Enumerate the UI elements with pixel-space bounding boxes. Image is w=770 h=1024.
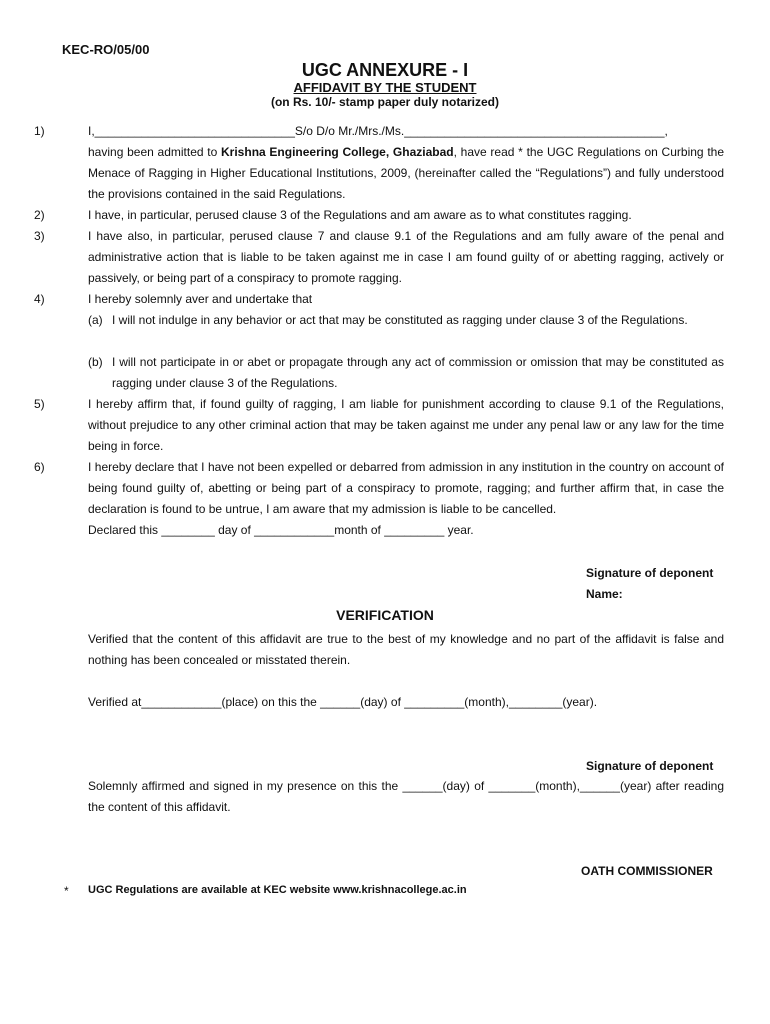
item-1-pre: having been admitted to [88, 145, 222, 159]
footnote-text: UGC Regulations are available at KEC website www.krishnacollege.ac.in [88, 884, 467, 896]
verification-heading: VERIFICATION [336, 607, 434, 623]
item-number: 1) [34, 124, 45, 138]
signature-label: Signature of deponent [586, 566, 714, 580]
item-1-text [88, 142, 724, 205]
item-6-text: I hereby declare that I have not been expelled or debarred from admission in any institution in the country on account of being found guilty of, abetting or being part of a conspiracy to promote, ragging; and further affirm that, in case the declaration is found to be untrue, I am aware that my admission is liable to be cancelled. [88, 460, 724, 516]
declared-line: Declared this ________ day of ____________month of _________ year. [88, 523, 474, 537]
page-title: UGC ANNEXURE - I [301, 60, 469, 80]
page-subtitle: AFFIDAVIT BY THE STUDENT [293, 80, 477, 95]
name-line: I,______________________________S/o D/o Mr./Mrs./Ms._______________________________________, [88, 124, 668, 138]
item-4b-text: I will not participate in or abet or propagate through any act of commission or omission that may be constituted as ragging under clause 3 of the Regulations. [112, 355, 724, 390]
stamp-paper-note: (on Rs. 10/- stamp paper duly notarized) [270, 95, 500, 109]
item-number: 4) [34, 292, 45, 306]
verified-at-line: Verified at____________(place) on this the ______(day) of _________(month),________(year). [88, 695, 598, 709]
item-4b-letter: (b) [88, 355, 103, 369]
document-reference: KEC-RO/05/00 [62, 42, 150, 57]
item-4a-text: I will not indulge in any behavior or act that may be constituted as ragging under clause 3 of the Regulations. [112, 313, 688, 327]
item-number: 3) [34, 229, 45, 243]
item-3-text: I have also, in particular, perused clause 7 and clause 9.1 of the Regulations and am fully aware of the penal and administrative action that is liable to be taken against me in case I am found guilty of or abetting ragging, actively or passively, or being part of a conspiracy to promote ragging. [88, 229, 724, 285]
item-4-text: I hereby solemnly aver and undertake that [88, 292, 313, 306]
item-5-text: I hereby affirm that, if found guilty of ragging, I am liable for punishment according to clause 9.1 of the Regulations, without prejudice to any other criminal action that may be taken against me under any penal law or any law for the time being in force. [88, 397, 724, 453]
item-1-post: , have read * the UGC Regulations on Curbing the Menace of Ragging in Higher Educational Institutions, 2009, (hereinafter called the “Regulations”) and fully understood the provisions contained in the said Regulations. [88, 145, 724, 201]
verification-text: Verified that the content of this affidavit are true to the best of my knowledge and no part of the affidavit is false and nothing has been concealed or misstated therein. [88, 632, 724, 667]
footnote-marker: * [64, 884, 69, 898]
college-name: Krishna Engineering College, Ghaziabad [221, 145, 454, 159]
name-label: Name: [586, 587, 623, 601]
item-4a-letter: (a) [88, 313, 103, 327]
item-number: 5) [34, 397, 45, 411]
signature-label-2: Signature of deponent [586, 759, 714, 773]
affirmation-text: Solemnly affirmed and signed in my presence on this the ______(day) of _______(month),______(year) after reading the content of this affidavit. [88, 779, 724, 814]
item-number: 2) [34, 208, 45, 222]
item-2-text: I have, in particular, perused clause 3 of the Regulations and am aware as to what constitutes ragging. [88, 208, 632, 222]
item-number: 6) [34, 460, 45, 474]
oath-commissioner-label: OATH COMMISSIONER [581, 864, 713, 878]
